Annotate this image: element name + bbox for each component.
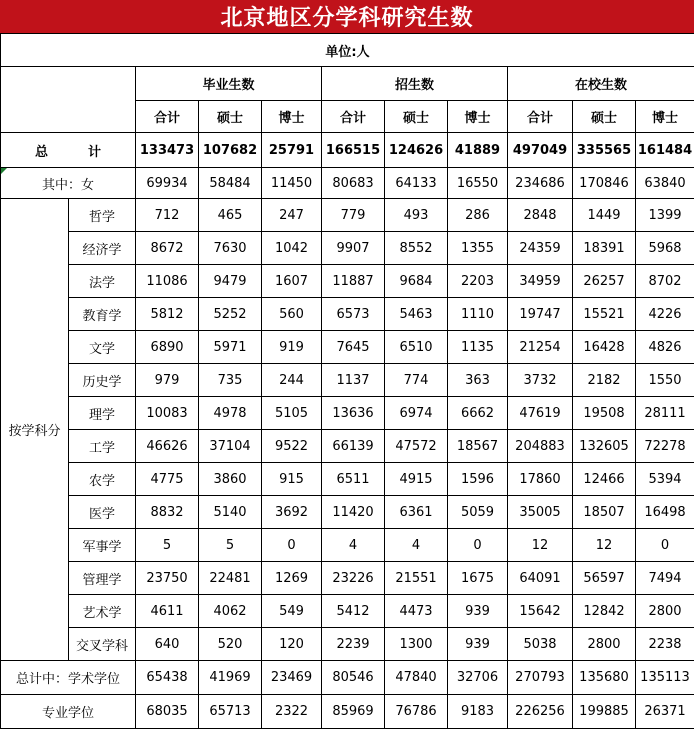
table-row	[1, 232, 694, 265]
female-value: 58484	[199, 168, 262, 199]
discipline-value: 640	[136, 628, 199, 661]
discipline-value: 5394	[636, 463, 694, 496]
discipline-value: 64091	[508, 562, 573, 595]
discipline-value: 6573	[322, 298, 385, 331]
discipline-value: 3692	[262, 496, 322, 529]
total-value: 124626	[385, 133, 448, 168]
discipline-value: 16498	[636, 496, 694, 529]
academic-degree-value: 32706	[448, 661, 508, 695]
discipline-value: 5	[199, 529, 262, 562]
sub-header: 硕士	[573, 101, 636, 133]
discipline-value: 34959	[508, 265, 573, 298]
discipline-name: 军事学	[69, 529, 136, 562]
discipline-value: 18507	[573, 496, 636, 529]
total-label: 总 计	[1, 133, 136, 168]
discipline-value: 21551	[385, 562, 448, 595]
discipline-value: 520	[199, 628, 262, 661]
discipline-value: 3732	[508, 364, 573, 397]
discipline-value: 244	[262, 364, 322, 397]
discipline-name: 法学	[69, 265, 136, 298]
total-value: 41889	[448, 133, 508, 168]
sub-header: 合计	[136, 101, 199, 133]
discipline-value: 6974	[385, 397, 448, 430]
female-value: 234686	[508, 168, 573, 199]
sub-header: 合计	[508, 101, 573, 133]
sub-header: 合计	[322, 101, 385, 133]
table-row	[1, 298, 694, 331]
discipline-value: 56597	[573, 562, 636, 595]
discipline-name: 农学	[69, 463, 136, 496]
discipline-value: 23750	[136, 562, 199, 595]
sub-header: 博士	[636, 101, 694, 133]
professional-degree-value: 85969	[322, 695, 385, 729]
academic-degree-value: 47840	[385, 661, 448, 695]
group-header-graduates: 毕业生数	[136, 67, 322, 101]
table-row	[1, 430, 694, 463]
discipline-value: 1399	[636, 199, 694, 232]
discipline-value: 19508	[573, 397, 636, 430]
female-value: 11450	[262, 168, 322, 199]
discipline-value: 1550	[636, 364, 694, 397]
female-value: 69934	[136, 168, 199, 199]
table-row	[1, 595, 694, 628]
discipline-value: 132605	[573, 430, 636, 463]
discipline-value: 1675	[448, 562, 508, 595]
academic-degree-value: 23469	[262, 661, 322, 695]
discipline-value: 21254	[508, 331, 573, 364]
professional-degree-row	[1, 695, 694, 729]
discipline-value: 5252	[199, 298, 262, 331]
discipline-value: 47619	[508, 397, 573, 430]
discipline-name: 哲学	[69, 199, 136, 232]
discipline-name: 工学	[69, 430, 136, 463]
discipline-value: 5059	[448, 496, 508, 529]
discipline-value: 72278	[636, 430, 694, 463]
table-row	[1, 463, 694, 496]
discipline-value: 18391	[573, 232, 636, 265]
discipline-name: 文学	[69, 331, 136, 364]
discipline-name: 教育学	[69, 298, 136, 331]
discipline-value: 37104	[199, 430, 262, 463]
discipline-value: 22481	[199, 562, 262, 595]
discipline-value: 66139	[322, 430, 385, 463]
academic-degree-value: 135680	[573, 661, 636, 695]
professional-degree-value: 9183	[448, 695, 508, 729]
discipline-name: 交叉学科	[69, 628, 136, 661]
discipline-value: 1449	[573, 199, 636, 232]
professional-degree-value: 65713	[199, 695, 262, 729]
discipline-value: 779	[322, 199, 385, 232]
discipline-value: 4775	[136, 463, 199, 496]
female-label: 其中：女	[1, 168, 136, 199]
discipline-value: 6890	[136, 331, 199, 364]
discipline-value: 939	[448, 595, 508, 628]
table-row	[1, 265, 694, 298]
discipline-value: 4826	[636, 331, 694, 364]
professional-degree-value: 199885	[573, 695, 636, 729]
discipline-value: 13636	[322, 397, 385, 430]
discipline-value: 7630	[199, 232, 262, 265]
unit-label: 单位:人	[1, 34, 694, 67]
discipline-value: 247	[262, 199, 322, 232]
discipline-name: 经济学	[69, 232, 136, 265]
professional-degree-value: 226256	[508, 695, 573, 729]
group-header-enrolled: 在校生数	[508, 67, 694, 101]
discipline-value: 4	[385, 529, 448, 562]
discipline-value: 0	[262, 529, 322, 562]
discipline-value: 6662	[448, 397, 508, 430]
discipline-value: 11086	[136, 265, 199, 298]
discipline-value: 2800	[636, 595, 694, 628]
total-value: 335565	[573, 133, 636, 168]
discipline-value: 1596	[448, 463, 508, 496]
discipline-value: 560	[262, 298, 322, 331]
discipline-value: 4226	[636, 298, 694, 331]
discipline-value: 7645	[322, 331, 385, 364]
female-value: 64133	[385, 168, 448, 199]
discipline-value: 919	[262, 331, 322, 364]
discipline-value: 4611	[136, 595, 199, 628]
discipline-value: 493	[385, 199, 448, 232]
discipline-value: 12	[508, 529, 573, 562]
discipline-value: 4978	[199, 397, 262, 430]
discipline-value: 1042	[262, 232, 322, 265]
category-label: 按学科分	[1, 199, 69, 661]
female-value: 63840	[636, 168, 694, 199]
discipline-value: 28111	[636, 397, 694, 430]
discipline-value: 5463	[385, 298, 448, 331]
academic-degree-value: 270793	[508, 661, 573, 695]
discipline-name: 管理学	[69, 562, 136, 595]
total-value: 161484	[636, 133, 694, 168]
discipline-value: 8832	[136, 496, 199, 529]
discipline-value: 363	[448, 364, 508, 397]
discipline-value: 5140	[199, 496, 262, 529]
discipline-value: 9907	[322, 232, 385, 265]
discipline-value: 2182	[573, 364, 636, 397]
discipline-value: 1300	[385, 628, 448, 661]
discipline-value: 46626	[136, 430, 199, 463]
discipline-value: 549	[262, 595, 322, 628]
sub-header: 硕士	[385, 101, 448, 133]
discipline-value: 16428	[573, 331, 636, 364]
discipline-value: 9479	[199, 265, 262, 298]
sub-header: 博士	[448, 101, 508, 133]
sub-header: 硕士	[199, 101, 262, 133]
academic-degree-value: 80546	[322, 661, 385, 695]
discipline-value: 18567	[448, 430, 508, 463]
table-row	[1, 628, 694, 661]
discipline-value: 5105	[262, 397, 322, 430]
professional-degree-value: 26371	[636, 695, 694, 729]
data-table	[0, 33, 694, 729]
professional-degree-value: 68035	[136, 695, 199, 729]
discipline-value: 7494	[636, 562, 694, 595]
discipline-value: 23226	[322, 562, 385, 595]
academic-degree-value: 135113	[636, 661, 694, 695]
discipline-value: 19747	[508, 298, 573, 331]
discipline-value: 1607	[262, 265, 322, 298]
discipline-value: 465	[199, 199, 262, 232]
sub-header: 博士	[262, 101, 322, 133]
professional-degree-label: 专业学位	[1, 695, 136, 729]
discipline-value: 6510	[385, 331, 448, 364]
discipline-value: 47572	[385, 430, 448, 463]
female-value: 170846	[573, 168, 636, 199]
total-value: 133473	[136, 133, 199, 168]
discipline-value: 1269	[262, 562, 322, 595]
discipline-value: 1137	[322, 364, 385, 397]
discipline-value: 8672	[136, 232, 199, 265]
discipline-value: 6511	[322, 463, 385, 496]
discipline-value: 8702	[636, 265, 694, 298]
table-row	[1, 199, 694, 232]
discipline-value: 2848	[508, 199, 573, 232]
discipline-value: 2800	[573, 628, 636, 661]
discipline-value: 26257	[573, 265, 636, 298]
discipline-value: 12466	[573, 463, 636, 496]
discipline-value: 204883	[508, 430, 573, 463]
discipline-value: 1135	[448, 331, 508, 364]
discipline-value: 5038	[508, 628, 573, 661]
corner-cell	[1, 67, 136, 133]
discipline-name: 医学	[69, 496, 136, 529]
total-value: 107682	[199, 133, 262, 168]
discipline-value: 286	[448, 199, 508, 232]
table-row	[1, 331, 694, 364]
female-value: 16550	[448, 168, 508, 199]
total-value: 497049	[508, 133, 573, 168]
discipline-name: 艺术学	[69, 595, 136, 628]
table-row	[1, 496, 694, 529]
discipline-value: 0	[636, 529, 694, 562]
discipline-value: 1355	[448, 232, 508, 265]
discipline-value: 4473	[385, 595, 448, 628]
discipline-value: 24359	[508, 232, 573, 265]
discipline-value: 17860	[508, 463, 573, 496]
discipline-value: 3860	[199, 463, 262, 496]
table-row	[1, 397, 694, 430]
discipline-value: 735	[199, 364, 262, 397]
discipline-value: 979	[136, 364, 199, 397]
total-value: 25791	[262, 133, 322, 168]
discipline-name: 理学	[69, 397, 136, 430]
female-value: 80683	[322, 168, 385, 199]
discipline-value: 2239	[322, 628, 385, 661]
table-row	[1, 529, 694, 562]
total-value: 166515	[322, 133, 385, 168]
discipline-value: 11420	[322, 496, 385, 529]
discipline-value: 5968	[636, 232, 694, 265]
discipline-value: 915	[262, 463, 322, 496]
discipline-value: 15642	[508, 595, 573, 628]
discipline-value: 6361	[385, 496, 448, 529]
discipline-value: 15521	[573, 298, 636, 331]
discipline-name: 历史学	[69, 364, 136, 397]
academic-degree-value: 41969	[199, 661, 262, 695]
discipline-value: 5	[136, 529, 199, 562]
group-header-enrollment: 招生数	[322, 67, 508, 101]
discipline-value: 4915	[385, 463, 448, 496]
discipline-value: 774	[385, 364, 448, 397]
discipline-value: 11887	[322, 265, 385, 298]
professional-degree-value: 2322	[262, 695, 322, 729]
discipline-value: 4	[322, 529, 385, 562]
professional-degree-value: 76786	[385, 695, 448, 729]
discipline-value: 5812	[136, 298, 199, 331]
discipline-value: 2238	[636, 628, 694, 661]
discipline-value: 712	[136, 199, 199, 232]
discipline-value: 0	[448, 529, 508, 562]
discipline-value: 5412	[322, 595, 385, 628]
discipline-value: 9522	[262, 430, 322, 463]
academic-degree-label: 总计中：学术学位	[1, 661, 136, 695]
table-row	[1, 562, 694, 595]
discipline-value: 12842	[573, 595, 636, 628]
discipline-value: 1110	[448, 298, 508, 331]
table-row	[1, 364, 694, 397]
academic-degree-value: 65438	[136, 661, 199, 695]
discipline-value: 4062	[199, 595, 262, 628]
page-title: 北京地区分学科研究生数	[0, 0, 694, 33]
discipline-value: 9684	[385, 265, 448, 298]
discipline-value: 12	[573, 529, 636, 562]
discipline-value: 8552	[385, 232, 448, 265]
discipline-value: 10083	[136, 397, 199, 430]
discipline-value: 35005	[508, 496, 573, 529]
discipline-value: 2203	[448, 265, 508, 298]
discipline-value: 120	[262, 628, 322, 661]
academic-degree-row	[1, 661, 694, 695]
discipline-value: 939	[448, 628, 508, 661]
discipline-value: 5971	[199, 331, 262, 364]
